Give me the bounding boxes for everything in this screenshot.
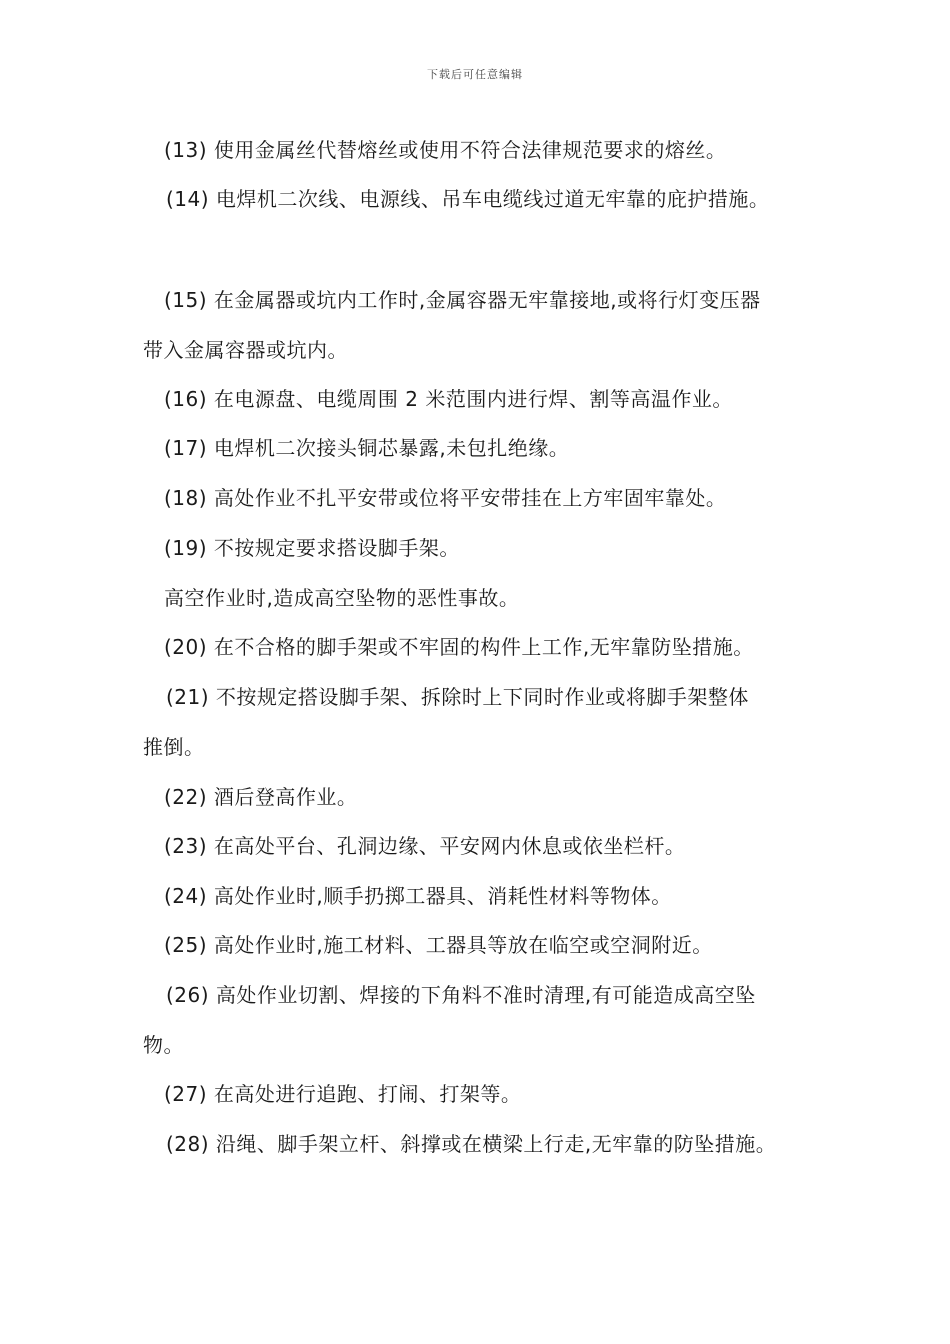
text-line: (20) 在不合格的脚手架或不牢固的构件上工作,无牢靠防坠措施。 (164, 635, 754, 659)
text-line: (28) 沿绳、脚手架立杆、斜撑或在横梁上行走,无牢靠的防坠措施。 (166, 1132, 777, 1156)
text-line: (25) 高处作业时,施工材料、工器具等放在临空或空洞附近。 (164, 933, 713, 957)
text-line: 推倒。 (143, 735, 205, 759)
text-line: (14) 电焊机二次线、电源线、吊车电缆线过道无牢靠的庇护措施。 (166, 187, 770, 211)
text-line: 物。 (143, 1033, 184, 1057)
text-line: (13) 使用金属丝代替熔丝或使用不符合法律规范要求的熔丝。 (164, 138, 727, 162)
page-header: 下载后可任意编辑 (427, 68, 523, 81)
text-line: (21) 不按规定搭设脚手架、拆除时上下同时作业或将脚手架整体 (166, 685, 749, 709)
text-line: (17) 电焊机二次接头铜芯暴露,未包扎绝缘。 (164, 436, 570, 460)
text-line: (15) 在金属器或坑内工作时,金属容器无牢靠接地,或将行灯变压器 (164, 288, 761, 312)
text-line: (23) 在高处平台、孔洞边缘、平安网内休息或依坐栏杆。 (164, 834, 686, 858)
text-line: (22) 酒后登高作业。 (164, 785, 358, 809)
text-line: (24) 高处作业时,顺手扔掷工器具、消耗性材料等物体。 (164, 884, 672, 908)
text-line: (19) 不按规定要求搭设脚手架。 (164, 536, 460, 560)
text-line: (27) 在高处进行追跑、打闹、打架等。 (164, 1082, 522, 1106)
text-line: 高空作业时,造成高空坠物的恶性事故。 (164, 586, 520, 610)
text-line: (18) 高处作业不扎平安带或位将平安带挂在上方牢固牢靠处。 (164, 486, 727, 510)
text-line: (26) 高处作业切割、焊接的下角料不准时清理,有可能造成高空坠 (166, 983, 756, 1007)
text-line: (16) 在电源盘、电缆周围 2 米范围内进行焊、割等高温作业。 (164, 387, 733, 411)
text-line: 带入金属容器或坑内。 (143, 338, 348, 362)
